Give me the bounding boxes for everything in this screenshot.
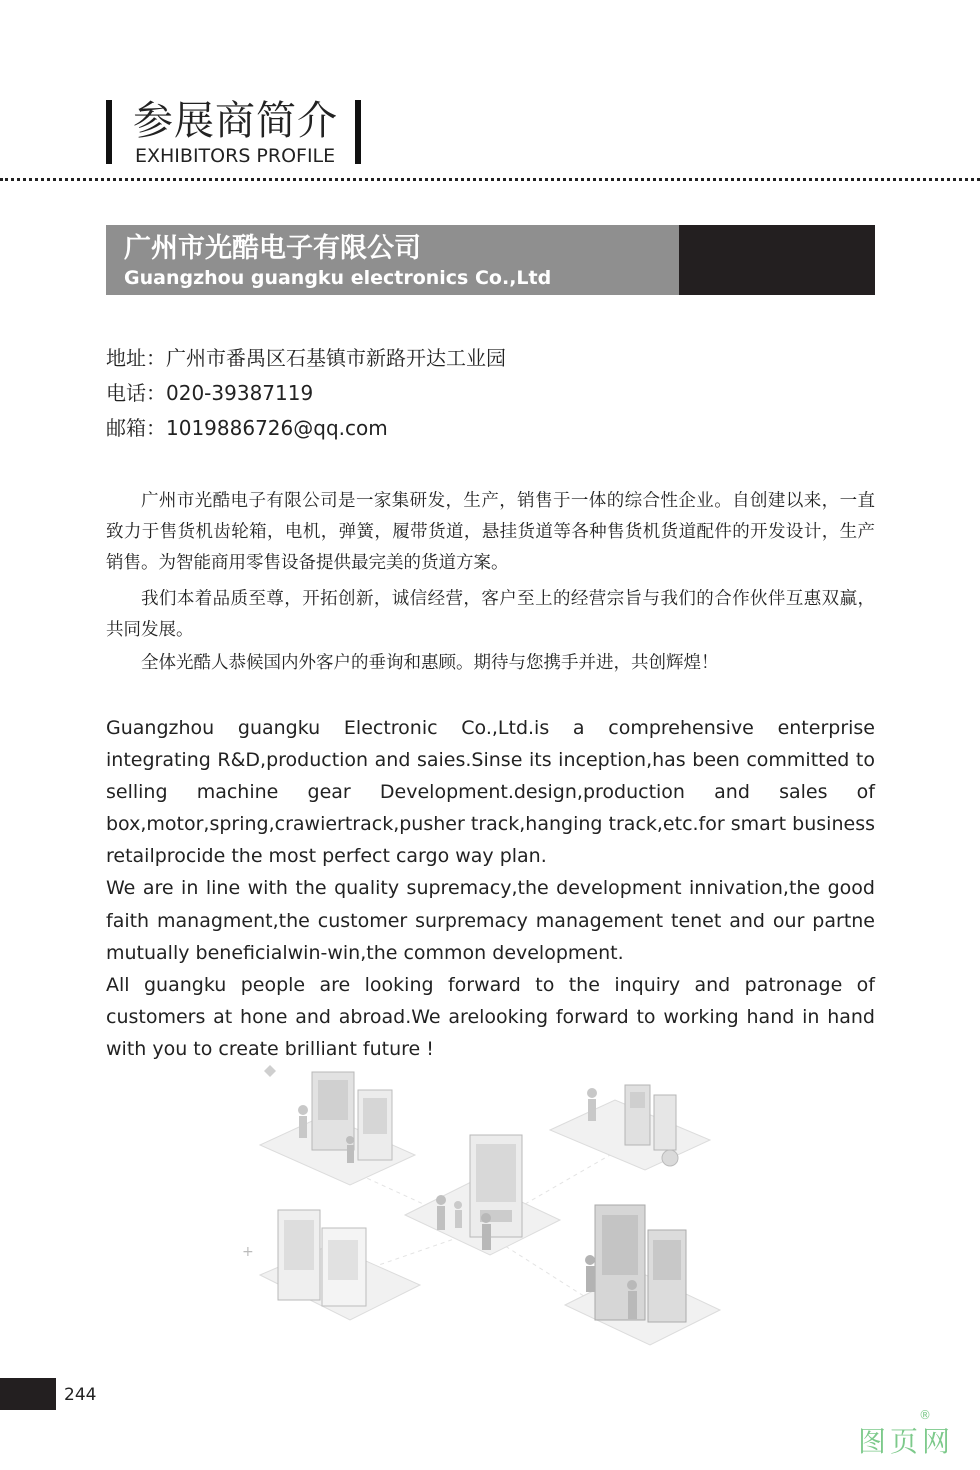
dotted-divider bbox=[0, 178, 980, 181]
intro-cn-paragraph: 我们本着品质至尊，开拓创新，诚信经营，客户至上的经营宗旨与我们的合作伙伴互惠双赢，共同发展。 bbox=[106, 589, 875, 640]
intro-en-paragraph: We are in line with the quality supremacy,the development innivation,the good faith managment,the customer surpremacy management tenet and our partne mutually beneficialwin-win,the common development. bbox=[106, 877, 875, 964]
svg-text:+: + bbox=[242, 1244, 254, 1260]
page-subtitle: EXHIBITORS PROFILE bbox=[135, 145, 336, 167]
contact-email: 邮箱：1019886726@qq.com bbox=[106, 416, 388, 440]
registered-mark: ® bbox=[919, 1408, 931, 1422]
intro-cn-paragraph: 广州市光酷电子有限公司是一家集研发，生产，销售于一体的综合性企业。自创建以来，一直致力于售货机齿轮箱，电机，弹簧，履带货道，悬挂货道等各种售货机货道配件的开发设计，生产销售。为智能商用零售设备提供最完美的货道方案。 bbox=[106, 491, 875, 573]
company-name-cn: 广州市光酷电子有限公司 bbox=[124, 233, 421, 264]
page-title: 参展商简介 bbox=[133, 98, 338, 144]
contact-address: 地址：广州市番禺区石基镇市新路开达工业园 bbox=[106, 346, 506, 370]
intro-cn-paragraph: 全体光酷人恭候国内外客户的垂询和惠顾。期待与您携手并进，共创辉煌！ bbox=[141, 653, 719, 673]
header-left-bar bbox=[106, 100, 112, 164]
intro-en-paragraph: All guangku people are looking forward to the inquiry and patronage of customers at hone and abroad.We arelooking forward to working hand in hand with you to create brilliant future ! bbox=[106, 973, 875, 1060]
watermark-logo: 图页网 bbox=[858, 1425, 955, 1458]
intro-en bbox=[106, 712, 875, 1065]
intro-en-paragraph: Guangzhou guangku Electronic Co.,Ltd.is a comprehensive enterprise integrating R&D,production and saies.Sinse its inception,has been committed to selling machine gear Development.design,production and sales of box,motor,spring,crawiertrack,pusher track,hanging track,etc.for smart business retailprocide the most perfect cargo way plan. bbox=[106, 717, 875, 868]
banner-dark-block bbox=[679, 225, 875, 295]
contact-phone: 电话：020-39387119 bbox=[106, 381, 314, 405]
company-banner bbox=[106, 225, 875, 295]
page-number-block bbox=[0, 1378, 56, 1410]
page-number: 244 bbox=[64, 1385, 97, 1405]
vending-machines-illustration bbox=[230, 1060, 750, 1355]
header-right-bar bbox=[355, 100, 361, 164]
company-name-en: Guangzhou guangku electronics Co.,Ltd bbox=[124, 267, 552, 289]
